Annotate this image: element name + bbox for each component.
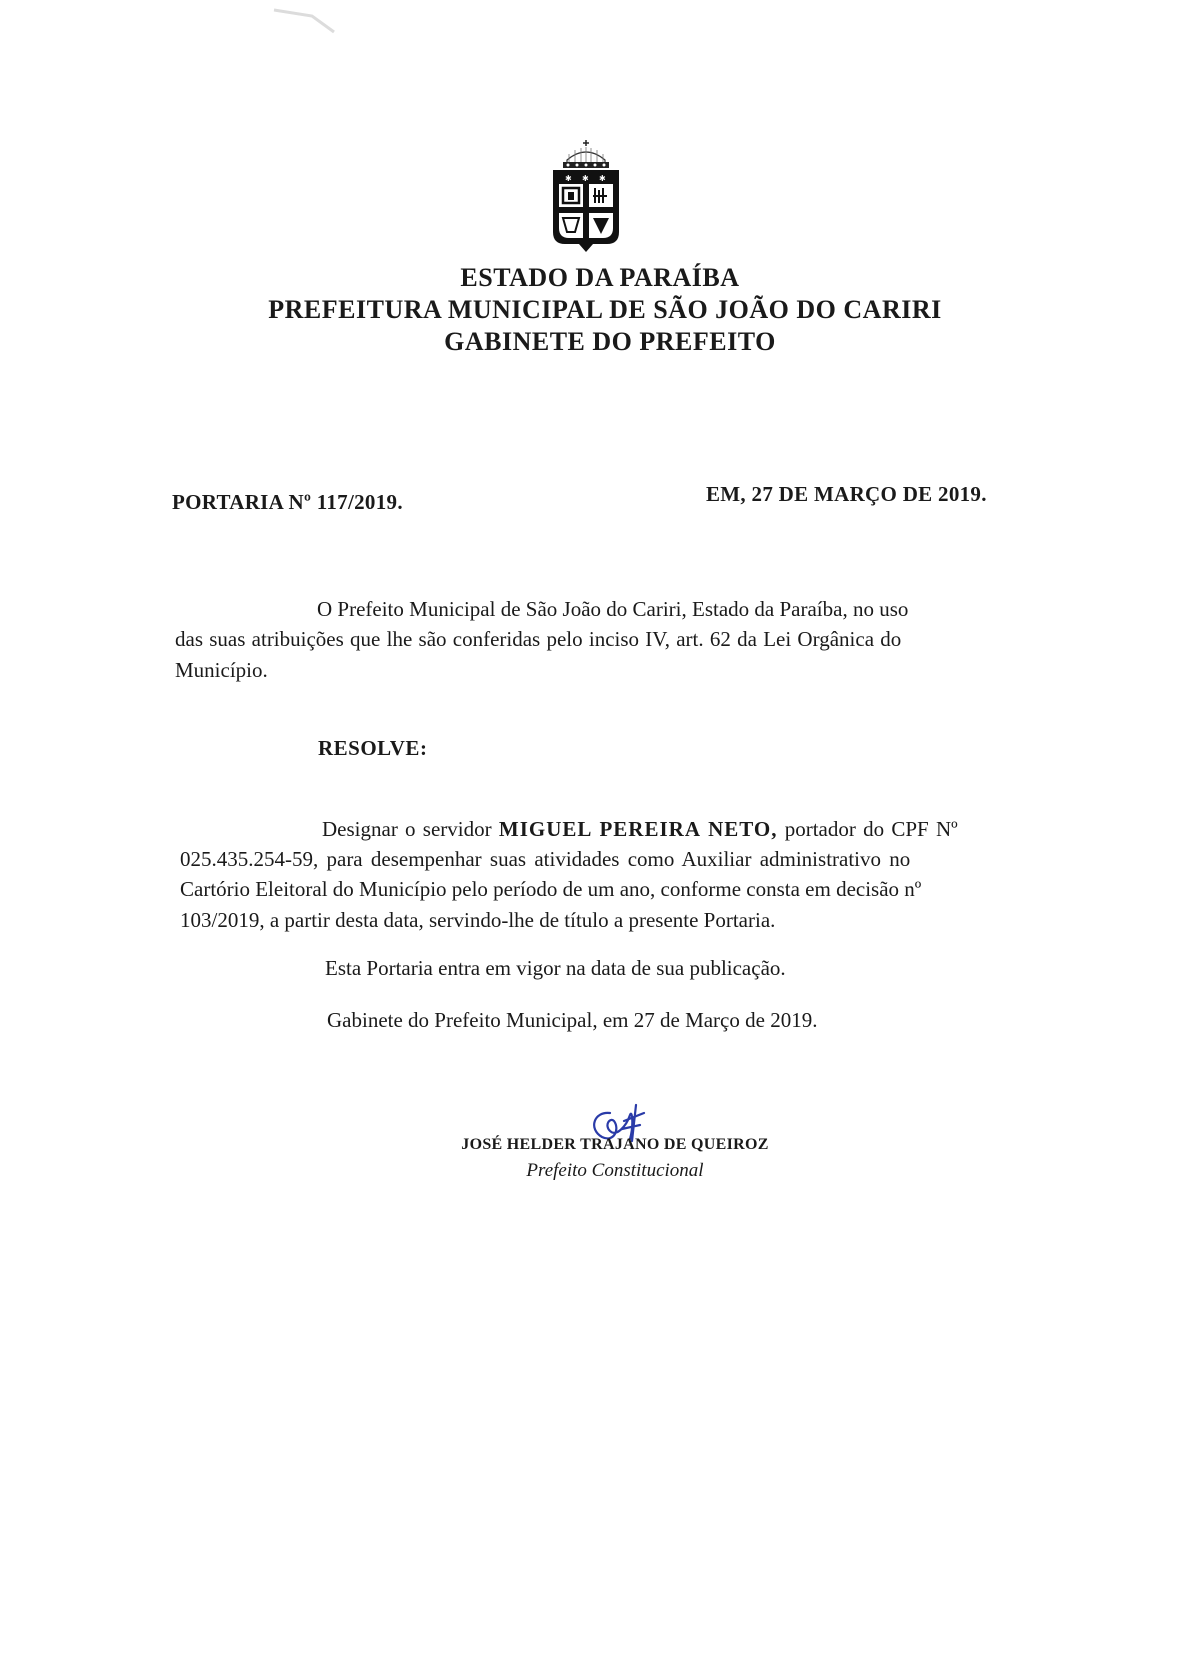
coat-of-arms-icon [545,140,627,260]
employee-name: MIGUEL PEREIRA NETO, [498,817,778,841]
effective-clause: Esta Portaria entra em vigor na data de sua publicação. [325,956,786,980]
designation-line-1 [322,814,958,845]
signer-name: JOSÉ HELDER TRAJANO DE QUEIROZ [461,1136,769,1153]
designation-post: portador do CPF Nº [777,817,958,841]
designation-line-3: Cartório Eleitoral do Município pelo período de um ano, conforme consta em decisão nº [180,877,922,901]
header-state: ESTADO DA PARAÍBA [460,263,740,292]
svg-text:✱: ✱ [599,174,606,183]
portaria-date: EM, 27 DE MARÇO DE 2019. [706,482,987,506]
scan-artifact [272,6,342,36]
designation-line-4: 103/2019, a partir desta data, servindo-lhe de título a presente Portaria. [180,908,776,932]
designation-line-2: 025.435.254-59, para desempenhar suas atividades como Auxiliar administrativo no [180,847,911,871]
closing-line: Gabinete do Prefeito Municipal, em 27 de Março de 2019. [327,1008,818,1032]
header-municipality: PREFEITURA MUNICIPAL DE SÃO JOÃO DO CARIRI [268,295,942,324]
signer-role: Prefeito Constitucional [526,1160,704,1181]
portaria-number: PORTARIA Nº 117/2019. [172,490,403,514]
svg-text:✱: ✱ [565,174,572,183]
header-office: GABINETE DO PREFEITO [444,327,776,356]
intro-line-1: O Prefeito Municipal de São João do Cariri, Estado da Paraíba, no uso [317,597,909,621]
designation-pre: Designar o servidor [322,817,499,841]
document-header [0,262,1200,358]
intro-line-2: das suas atribuições que lhe são conferidas pelo inciso IV, art. 62 da Lei Orgânica do [175,627,902,651]
intro-line-3: Município. [175,658,268,682]
svg-text:✱: ✱ [582,174,589,183]
resolve-heading: RESOLVE: [318,736,428,760]
